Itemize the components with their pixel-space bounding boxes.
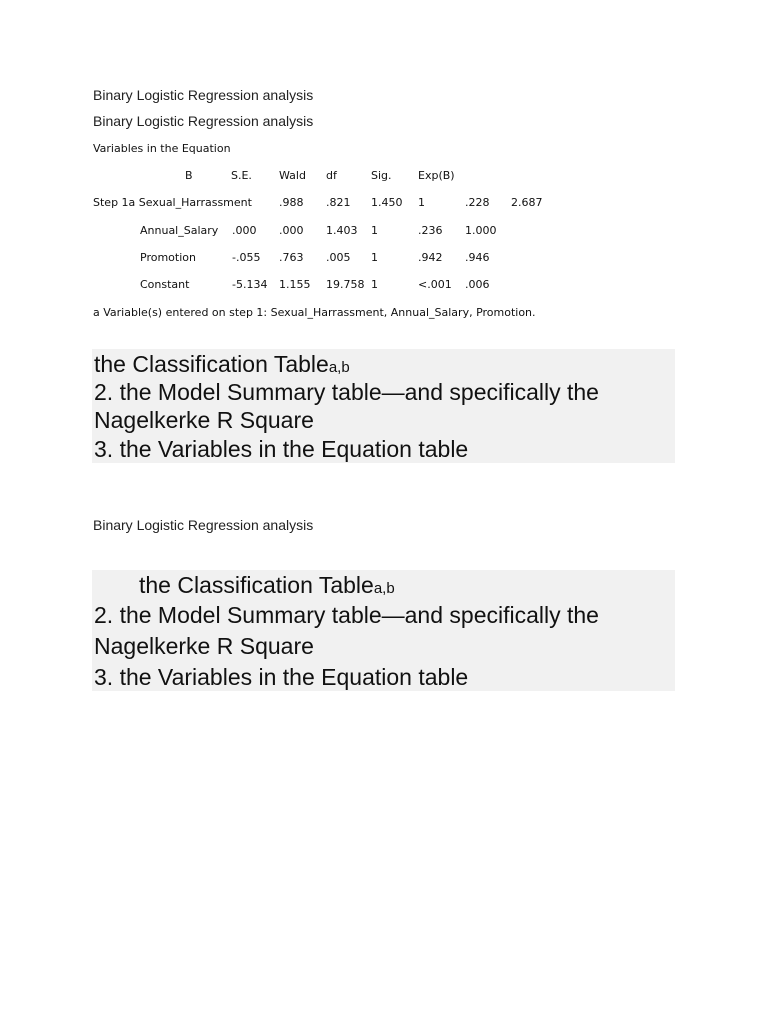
block1-line-2: 2. the Model Summary table—and specifically the <box>94 379 599 405</box>
table-cell: .000 <box>279 224 304 237</box>
table-cell: 1.155 <box>279 278 311 291</box>
col-header: B <box>185 169 193 182</box>
table-cell: .006 <box>465 278 490 291</box>
table-cell: 1 <box>418 196 425 209</box>
col-header: Exp(B) <box>418 169 455 182</box>
table-cell: .946 <box>465 251 490 264</box>
row-label: Promotion <box>140 251 196 264</box>
row-label: Constant <box>140 278 190 291</box>
block1-line-3: Nagelkerke R Square <box>94 407 314 433</box>
table-cell: <.001 <box>418 278 452 291</box>
table-cell: 1.403 <box>326 224 358 237</box>
table-cell: .005 <box>326 251 351 264</box>
doc-heading-3: Binary Logistic Regression analysis <box>93 517 314 533</box>
table-cell: 1 <box>371 251 378 264</box>
block2-line-4: 3. the Variables in the Equation table <box>94 664 469 690</box>
table-cell: 1 <box>371 224 378 237</box>
table-cell: 1.450 <box>371 196 403 209</box>
doc-heading-2: Binary Logistic Regression analysis <box>93 113 314 129</box>
block1-line-1-sub: a,b <box>328 359 350 376</box>
table-cell: .228 <box>465 196 490 209</box>
table-cell: .942 <box>418 251 443 264</box>
block1-line-4: 3. the Variables in the Equation table <box>94 436 469 462</box>
table-cell: 1 <box>371 278 378 291</box>
col-header: Wald <box>279 169 306 182</box>
col-header: Sig. <box>371 169 392 182</box>
block2-line-1-sub: a,b <box>373 580 395 597</box>
row-label: Step 1a Sexual_Harrassment <box>93 196 252 209</box>
doc-heading-1: Binary Logistic Regression analysis <box>93 87 314 103</box>
table-cell: .988 <box>279 196 304 209</box>
table-footnote: a Variable(s) entered on step 1: Sexual_Harrassment, Annual_Salary, Promotion. <box>93 306 536 319</box>
block2-line-3: Nagelkerke R Square <box>94 633 314 659</box>
table-cell: 2.687 <box>511 196 543 209</box>
block2-line-2: 2. the Model Summary table—and specifically the <box>94 602 599 628</box>
block1-line-1-text: the Classification Table <box>94 351 329 377</box>
table-cell: .821 <box>326 196 351 209</box>
table-cell: -.055 <box>232 251 261 264</box>
table-cell: 19.758 <box>326 278 365 291</box>
col-header: S.E. <box>231 169 252 182</box>
table-cell: -5.134 <box>232 278 268 291</box>
col-header: df <box>326 169 337 182</box>
table-title: Variables in the Equation <box>93 142 231 155</box>
row-label: Annual_Salary <box>140 224 219 237</box>
block2-line-1 <box>139 571 395 603</box>
block2-line-1-text: the Classification Table <box>139 572 374 598</box>
table-cell: .236 <box>418 224 443 237</box>
table-cell: .000 <box>232 224 257 237</box>
table-cell: .763 <box>279 251 304 264</box>
table-cell: 1.000 <box>465 224 497 237</box>
